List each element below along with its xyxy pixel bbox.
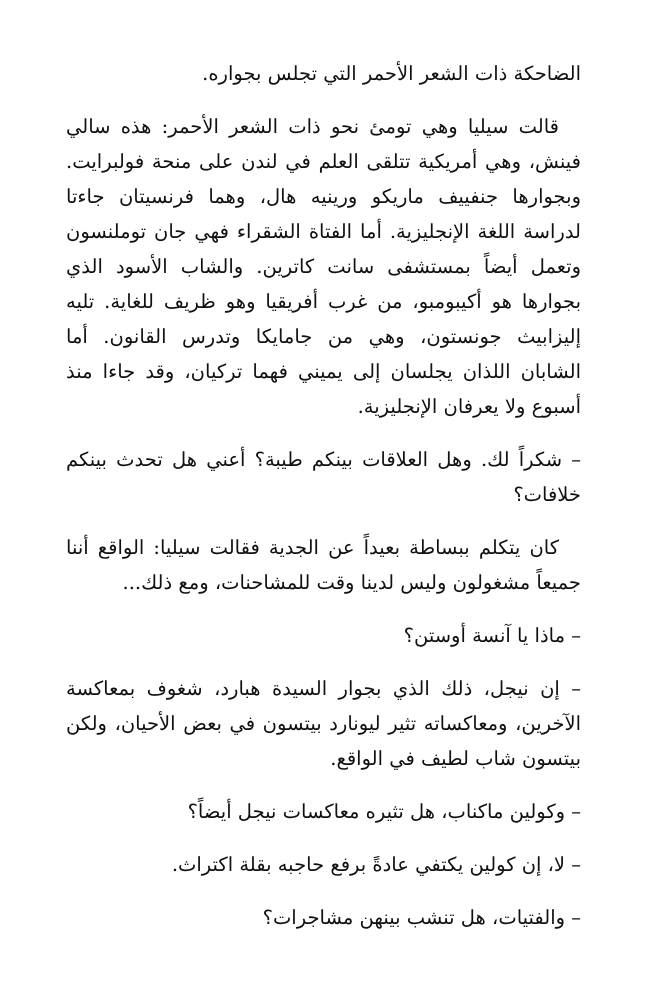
paragraph-introductions: قالت سيليا وهي تومئ نحو ذات الشعر الأحمر: هذه سالي فينش، وهي أمريكية تتلقى العلم في لندن على منحة فولبرايت. وبجوارها جنفييف ماريكو ورينيه هال، وهما فرنسيتان جاءتا لدراسة اللغة الإنجليزية. أما الفتاة الشقراء فهي جان توملنسون وتعمل أيضاً بمستشفى سانت كاترين. والشاب الأسود الذي بجوارها هو أكيبومبو، من غرب أفريقيا وهو ظريف للغاية. تليه إليزابيث جونستون، وهي من جامايكا وتدرس القانون. أما الشابان اللذان يجلسان إلى يميني فهما تركيان، وقد جاءا منذ أسبوع ولا يعرفان الإنجليزية. (66, 115, 581, 418)
dialogue-line-colin: – وكولين ماكناب، هل تثيره معاكسات نيجل أيضاً؟ (187, 800, 581, 823)
paragraph-celia-reply: كان يتكلم ببساطة بعيداً عن الجدية فقالت سيليا: الواقع أننا جميعاً مشغولون وليس لدينا وقت للمشاحنات، ومع ذلك... (66, 536, 581, 594)
dialogue-line-girls: – والفتيات، هل تنشب بينهن مشاجرات؟ (262, 906, 581, 929)
dialogue-line-miss-austen: – ماذا يا آنسة أوستن؟ (403, 624, 581, 647)
dialogue-line-nigel: – إن نيجل، ذلك الذي بجوار السيدة هبارد، شغوف بمعاكسة الآخرين، ومعاكساته تثير ليونارد بيتسون في بعض الأحيان، ولكن بيتسون شاب لطيف في الواقع. (66, 677, 581, 770)
paragraph-continuation: الضاحكة ذات الشعر الأحمر التي تجلس بجواره. (202, 62, 581, 85)
dialogue-line-colin-reply: – لا، إن كولين يكتفي عادةً برفع حاجبه بقلة اكتراث. (171, 853, 581, 876)
dialogue-line-question-relations: – شكراً لك. وهل العلاقات بينكم طيبة؟ أعني هل تحدث بينكم خلافات؟ (66, 448, 581, 506)
